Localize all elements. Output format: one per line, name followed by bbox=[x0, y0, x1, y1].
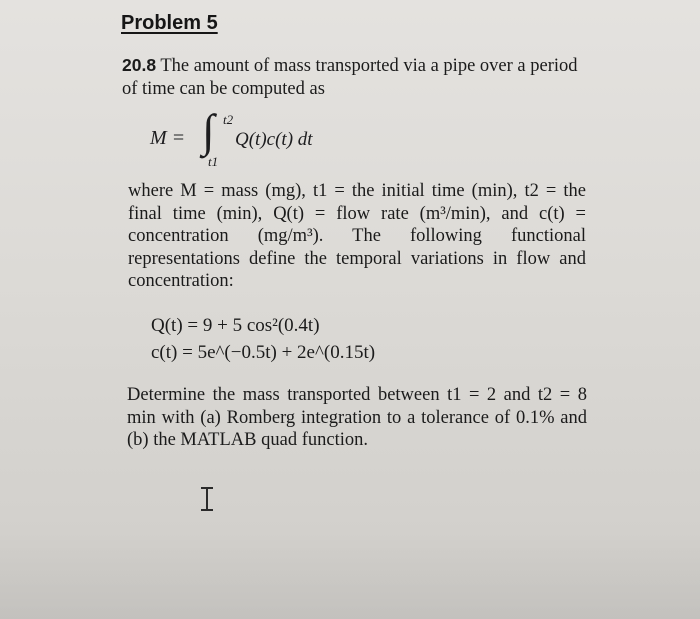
question-paragraph bbox=[127, 384, 587, 452]
definitions-paragraph bbox=[128, 180, 586, 293]
upper-limit: t2 bbox=[223, 112, 234, 127]
mass-integral-equation bbox=[150, 105, 480, 172]
concentration-formula: c(t) = 5e^(−0.5t) + 2e^(0.15t) bbox=[151, 342, 376, 363]
flow-formula: Q(t) = 9 + 5 cos²(0.4t) bbox=[151, 315, 320, 336]
question-text: Determine the mass transported between t1 = 2 and t2 = 8 min with (a) Romberg integration to a tolerance of 0.1% and (b) the MATLAB quad function. bbox=[127, 385, 587, 450]
problem-intro bbox=[122, 54, 592, 101]
integral-sign: ∫ bbox=[202, 105, 215, 156]
equation-lhs: M = bbox=[150, 127, 186, 149]
photo-shadow bbox=[0, 529, 700, 619]
integrand: Q(t)c(t) dt bbox=[235, 129, 313, 150]
problem-heading: Problem 5 bbox=[121, 12, 218, 34]
problem-number: 20.8 bbox=[122, 55, 157, 75]
lower-limit: t1 bbox=[208, 154, 219, 169]
function-formulas bbox=[151, 312, 375, 366]
text-cursor-icon bbox=[201, 487, 213, 511]
problem-intro-text: The amount of mass transported via a pipe over a period of time can be computed as bbox=[122, 56, 578, 99]
definitions-text: where M = mass (mg), t1 = the initial time (min), t2 = the final time (min), Q(t) = flow rate (m³/min), and c(t) = concentration (mg/m³). The following functional representations define the temporal variations in flow and concentration: bbox=[128, 181, 586, 291]
